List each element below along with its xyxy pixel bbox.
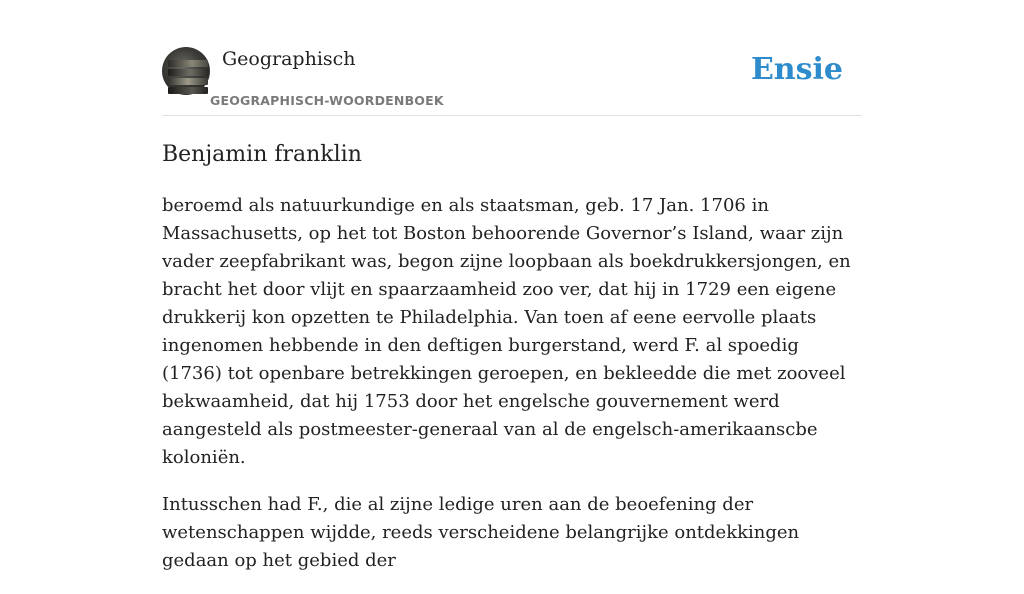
book-spine: [168, 69, 208, 76]
article-paragraph: beroemd als natuurkundige en als staatsman, geb. 17 Jan. 1706 in Massachusetts, op het tot Boston behoorende Governor’s Island, waar zijn vader zeepfabrikant was, begon zijne loopbaan als boekdrukkersjongen, en bracht het door vlijt en spaarzaamheid zoo ver, dat hij in 1729 een eigene drukkerij kon opzetten te Philadelphia. Van toen af eene eervolle plaats ingenomen hebbende in den deftigen burgerstand, werd F. al spoedig (1736) tot openbare betrekkingen geroepen, en bekleedde die met zooveel bekwaamheid, dat hij 1753 door het engelsche gouvernement werd aangesteld als postmeester-generaal van al de engelsch-amerikaanscbe koloniën.: [162, 195, 851, 468]
book-spine: [168, 78, 208, 85]
site-header: [162, 46, 862, 116]
article-body: [162, 192, 862, 594]
avatar[interactable]: [162, 47, 210, 95]
article-title: Benjamin franklin: [162, 142, 362, 167]
book-stack-icon: [168, 60, 208, 67]
article-paragraph: Intusschen had F., die al zijne ledige uren aan de beoefening der wetenschappen wijdde, reeds verscheidene belangrijke ontdekkingen gedaan op het gebied der: [162, 494, 800, 571]
site-title[interactable]: Geographisch: [222, 48, 356, 70]
ensie-logo[interactable]: Ensie: [750, 52, 843, 87]
book-spine: [168, 87, 208, 94]
site-subtitle[interactable]: GEOGRAPHISCH-WOORDENBOEK: [210, 93, 444, 108]
